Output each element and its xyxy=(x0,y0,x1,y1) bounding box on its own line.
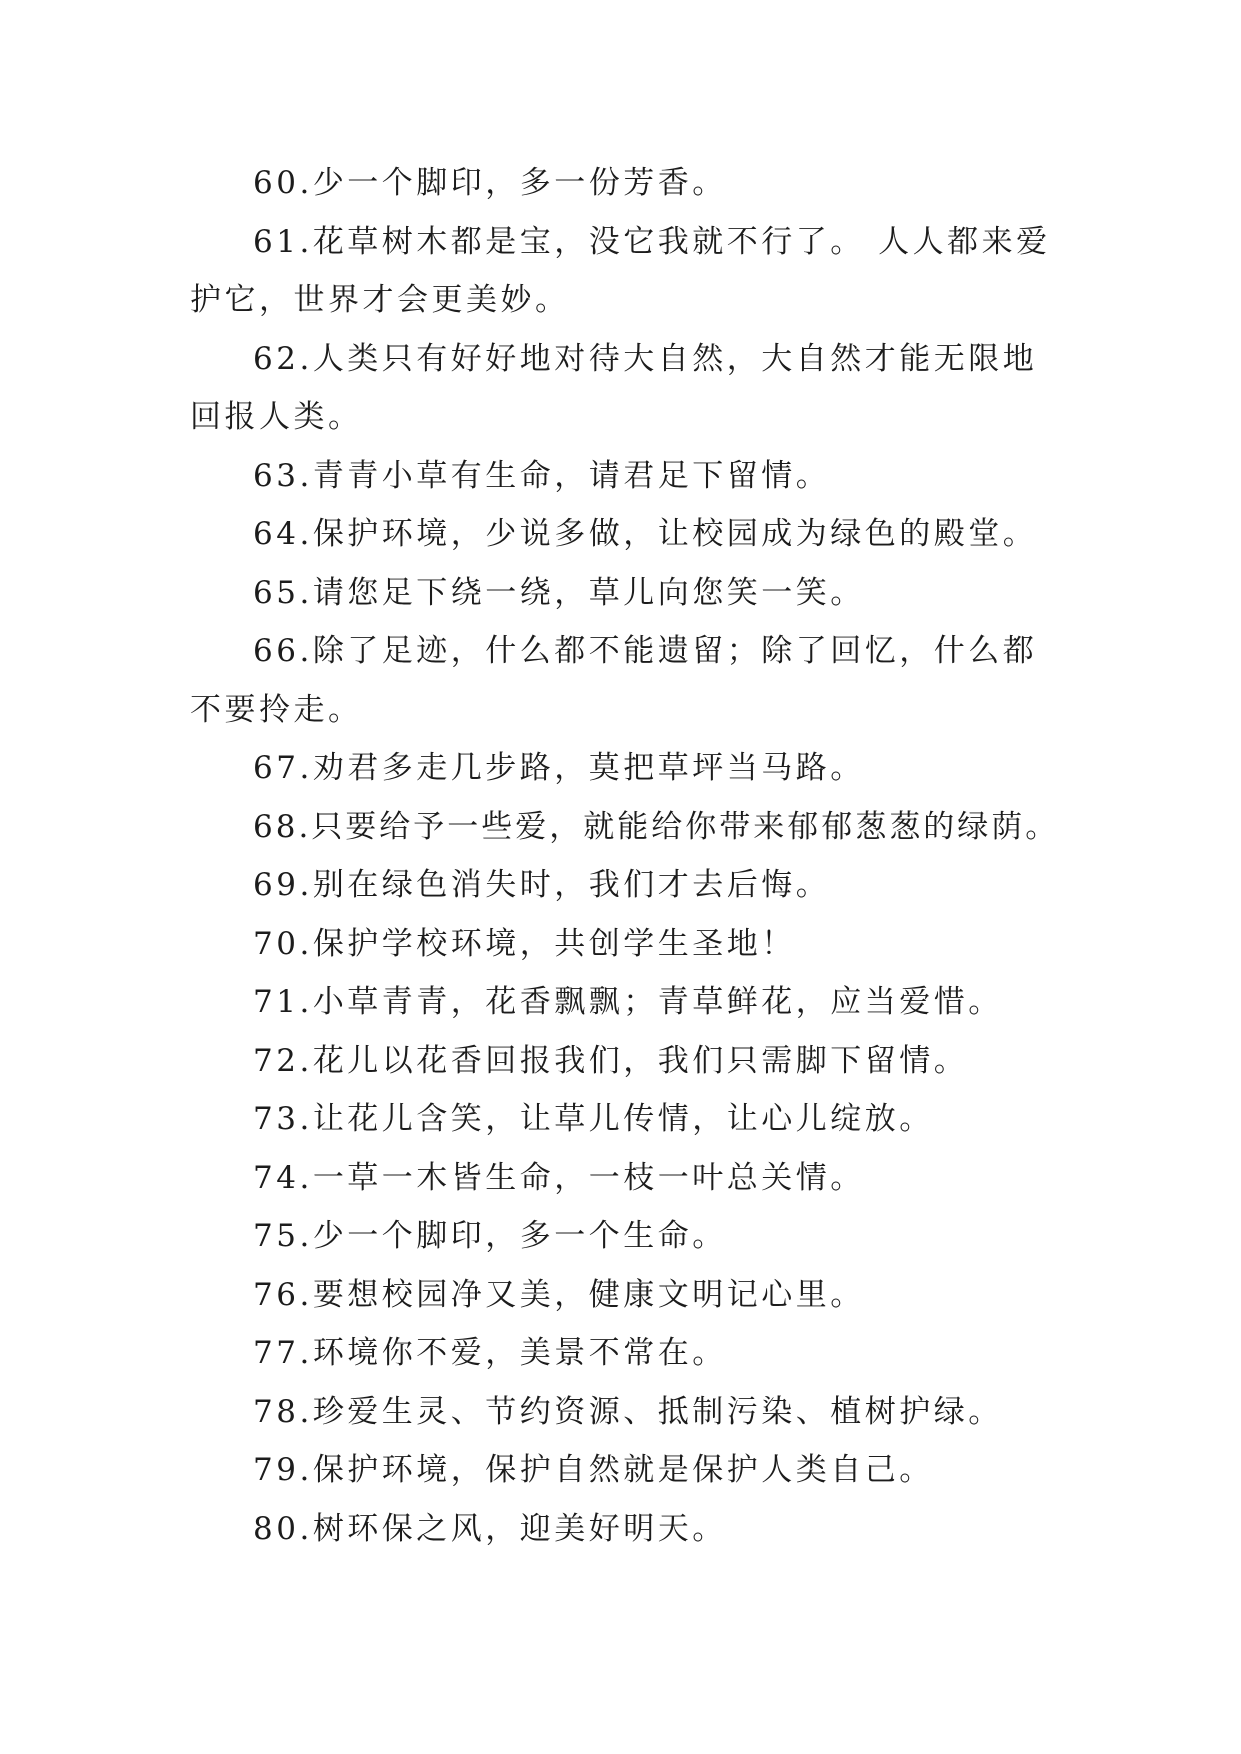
list-item xyxy=(190,1441,1052,1500)
item-number: 71. xyxy=(253,984,313,1020)
item-number: 77. xyxy=(253,1335,313,1371)
item-text: 环境你不爱，美景不常在。 xyxy=(312,1335,727,1371)
list-item xyxy=(190,739,1052,798)
item-number: 78. xyxy=(253,1393,313,1430)
list-item xyxy=(190,1500,1052,1559)
item-number: 62. xyxy=(253,340,313,377)
item-text: 除了足迹，什么都不能遗留；除了回忆，什么都不要拎走。 xyxy=(190,633,1038,728)
item-number: 66. xyxy=(253,633,313,669)
item-text: 劝君多走几步路，莫把草坪当马路。 xyxy=(312,750,865,786)
list-item xyxy=(190,856,1052,915)
item-number: 69. xyxy=(253,867,313,903)
item-number: 60. xyxy=(253,165,313,201)
list-item xyxy=(190,330,1052,447)
item-number: 74. xyxy=(253,1159,313,1196)
item-text: 要想校园净又美，健康文明记心里。 xyxy=(312,1276,865,1313)
item-text: 只要给予一些爱，就能给你带来郁郁葱葱的绿荫。 xyxy=(311,808,1060,845)
list-item xyxy=(190,1324,1052,1383)
item-text: 一草一木皆生命，一枝一叶总关情。 xyxy=(312,1159,865,1196)
item-number: 61. xyxy=(253,223,313,260)
list-item xyxy=(190,505,1052,564)
item-number: 64. xyxy=(253,516,313,552)
list-item xyxy=(190,1032,1052,1091)
item-number: 80. xyxy=(253,1510,313,1547)
list-item xyxy=(190,798,1060,857)
list-item xyxy=(190,1090,1052,1149)
item-text: 少一个脚印，多一个生命。 xyxy=(312,1218,727,1254)
item-text: 让花儿含笑，让草儿传情，让心儿绽放。 xyxy=(312,1101,934,1137)
item-text: 人类只有好好地对待大自然，大自然才能无限地回报人类。 xyxy=(190,340,1038,435)
item-number: 72. xyxy=(253,1042,313,1079)
item-number: 76. xyxy=(253,1276,313,1313)
item-number: 67. xyxy=(253,750,313,786)
item-text: 花草树木都是宝，没它我就不行了。 人人都来爱护它，世界才会更美妙。 xyxy=(190,223,1051,318)
list-item xyxy=(190,1383,1052,1442)
list-item xyxy=(190,447,1052,506)
item-text: 花儿以花香回报我们，我们只需脚下留情。 xyxy=(312,1042,969,1079)
item-number: 65. xyxy=(253,574,313,611)
item-text: 保护学校环境，共创学生圣地！ xyxy=(312,925,796,962)
item-number: 68. xyxy=(253,808,312,845)
item-text: 树环保之风，迎美好明天。 xyxy=(312,1510,727,1547)
item-text: 保护环境，少说多做，让校园成为绿色的殿堂。 xyxy=(312,516,1038,552)
list-item xyxy=(190,564,1052,623)
item-text: 保护环境，保护自然就是保护人类自己。 xyxy=(312,1452,934,1488)
list-item xyxy=(190,1266,1052,1325)
item-number: 70. xyxy=(253,925,313,962)
item-text: 珍爱生灵、节约资源、抵制污染、植树护绿。 xyxy=(312,1393,1003,1430)
slogan-list xyxy=(190,154,1060,1558)
item-number: 79. xyxy=(253,1452,313,1488)
item-text: 小草青青，花香飘飘；青草鲜花，应当爱惜。 xyxy=(312,984,1003,1020)
list-item xyxy=(190,1207,1052,1266)
item-number: 73. xyxy=(253,1101,313,1137)
list-item xyxy=(190,973,1052,1032)
item-text: 青青小草有生命，请君足下留情。 xyxy=(312,457,831,494)
list-item xyxy=(190,213,1052,330)
list-item xyxy=(190,622,1052,739)
item-number: 75. xyxy=(253,1218,313,1254)
list-item xyxy=(190,1149,1052,1208)
item-number: 63. xyxy=(253,457,313,494)
item-text: 别在绿色消失时，我们才去后悔。 xyxy=(312,867,831,903)
item-text: 请您足下绕一绕，草儿向您笑一笑。 xyxy=(312,574,865,611)
item-text: 少一个脚印，多一份芳香。 xyxy=(312,165,727,201)
list-item xyxy=(190,915,1052,974)
list-item xyxy=(190,154,1052,213)
